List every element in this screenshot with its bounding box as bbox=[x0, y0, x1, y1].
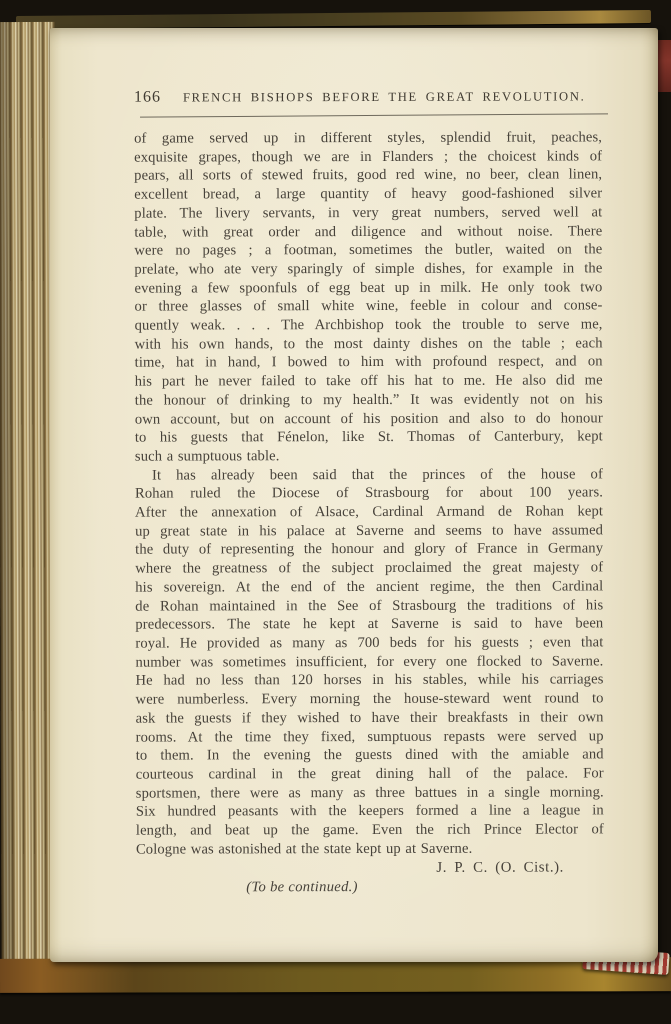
continuation-note: (To be continued.) bbox=[246, 879, 358, 896]
text-line: He had no less than 120 horses in his stables, while his carriages bbox=[135, 671, 604, 690]
text-line: were numberless. Every morning the house-steward went round to bbox=[135, 690, 604, 708]
text-line: with his own hands, to the most dainty dishes on the table ; each bbox=[134, 335, 603, 353]
stacked-page-edges bbox=[0, 22, 58, 970]
text-line: It has already been said that the princes of the house of bbox=[151, 466, 603, 484]
text-line: rooms. At the time they fixed, sumptuous repasts were served up bbox=[135, 727, 604, 746]
text-line: were no pages ; a footman, sometimes the butler, waited on the bbox=[134, 241, 603, 259]
text-line: ask the guests if they wished to have their breakfasts in their own bbox=[135, 709, 604, 727]
body-text bbox=[134, 128, 604, 859]
text-line: where the greatness of the subject proclaimed the great majesty of bbox=[135, 559, 604, 577]
text-line: such a sumptuous table. bbox=[134, 448, 280, 465]
text-line: own account, but on account of his position and also to do honour bbox=[134, 409, 603, 428]
text-line: of game served up in different styles, splendid fruit, peaches, bbox=[134, 129, 603, 147]
text-line: length, and beat up the game. Even the rich Prince Elector of bbox=[135, 821, 604, 839]
text-line: up great state in his palace at Saverne and seems to have assumed bbox=[135, 522, 604, 540]
text-line: Cologne was astonished at the state kept up at Saverne. bbox=[135, 840, 473, 858]
text-line: table, with great order and diligence and without noise. There bbox=[134, 222, 603, 241]
paragraph bbox=[135, 465, 604, 859]
text-line: or three glasses of small white wine, feeble in colour and conse- bbox=[134, 297, 603, 315]
text-line: Rohan ruled the Diocese of Strasbourg for about 100 years. bbox=[134, 484, 604, 502]
text-line: de Rohan maintained in the See of Strasbourg the traditions of his bbox=[135, 596, 604, 615]
text-line: excellent bread, a large quantity of heavy good-fashioned silver bbox=[134, 185, 603, 203]
text-line: Six hundred peasants with the keepers formed a line a league in bbox=[135, 802, 604, 820]
book-cover-top-edge bbox=[16, 10, 651, 29]
header-rule bbox=[140, 113, 608, 117]
text-line: his part he never failed to take off his hat to me. He also did me bbox=[134, 372, 603, 390]
book-cover-bottom-edge bbox=[0, 957, 671, 993]
page-number: 166 bbox=[133, 88, 161, 106]
text-line: exquisite grapes, though we are in Flanders ; the choicest kinds of bbox=[134, 148, 603, 166]
text-line: to them. In the evening the guests dined with the amiable and bbox=[135, 746, 604, 764]
text-block bbox=[134, 87, 604, 898]
text-line: courteous cardinal in the great dining hall of the palace. For bbox=[135, 765, 604, 783]
text-line: evening a few spoonfuls of egg beat up in milk. He only took two bbox=[134, 279, 603, 297]
text-line: pears, all sorts of stewed fruits, good red wine, no beer, clean linen, bbox=[134, 166, 603, 185]
text-line: time, hat in hand, I bowed to him with profound respect, and on bbox=[134, 353, 603, 372]
signature: J. P. C. (O. Cist.). bbox=[436, 859, 565, 877]
text-line: predecessors. The state he kept at Saverne is said to have been bbox=[135, 615, 604, 633]
text-line: the duty of representing the honour and glory of France in Germany bbox=[135, 540, 604, 559]
text-line: to his guests that Fénelon, like St. Thomas of Canterbury, kept bbox=[134, 428, 603, 446]
text-line: sportsmen, there were as many as three battues in a single morning. bbox=[135, 783, 604, 802]
running-title: FRENCH BISHOPS BEFORE THE GREAT REVOLUTION. bbox=[182, 89, 586, 105]
text-line: After the annexation of Alsace, Cardinal Armand de Rohan kept bbox=[135, 503, 604, 521]
text-line: quently weak. . . . The Archbishop took the trouble to serve me, bbox=[134, 316, 603, 334]
book-page bbox=[50, 28, 658, 962]
text-line: prelate, who ate very sparingly of simple dishes, for example in the bbox=[134, 260, 603, 278]
page-header bbox=[134, 87, 602, 106]
text-line: the honour of drinking to my health.” It was evidently not on his bbox=[134, 391, 603, 409]
text-line: royal. He provided as many as 700 beds for his guests ; even that bbox=[135, 634, 604, 652]
text-line: plate. The livery servants, in very great numbers, served well at bbox=[134, 204, 603, 222]
text-line: his sovereign. At the end of the ancient regime, the then Cardinal bbox=[135, 578, 604, 596]
text-line: number was sometimes insufficient, for every one flocked to Saverne. bbox=[135, 653, 604, 671]
paragraph bbox=[134, 128, 603, 466]
